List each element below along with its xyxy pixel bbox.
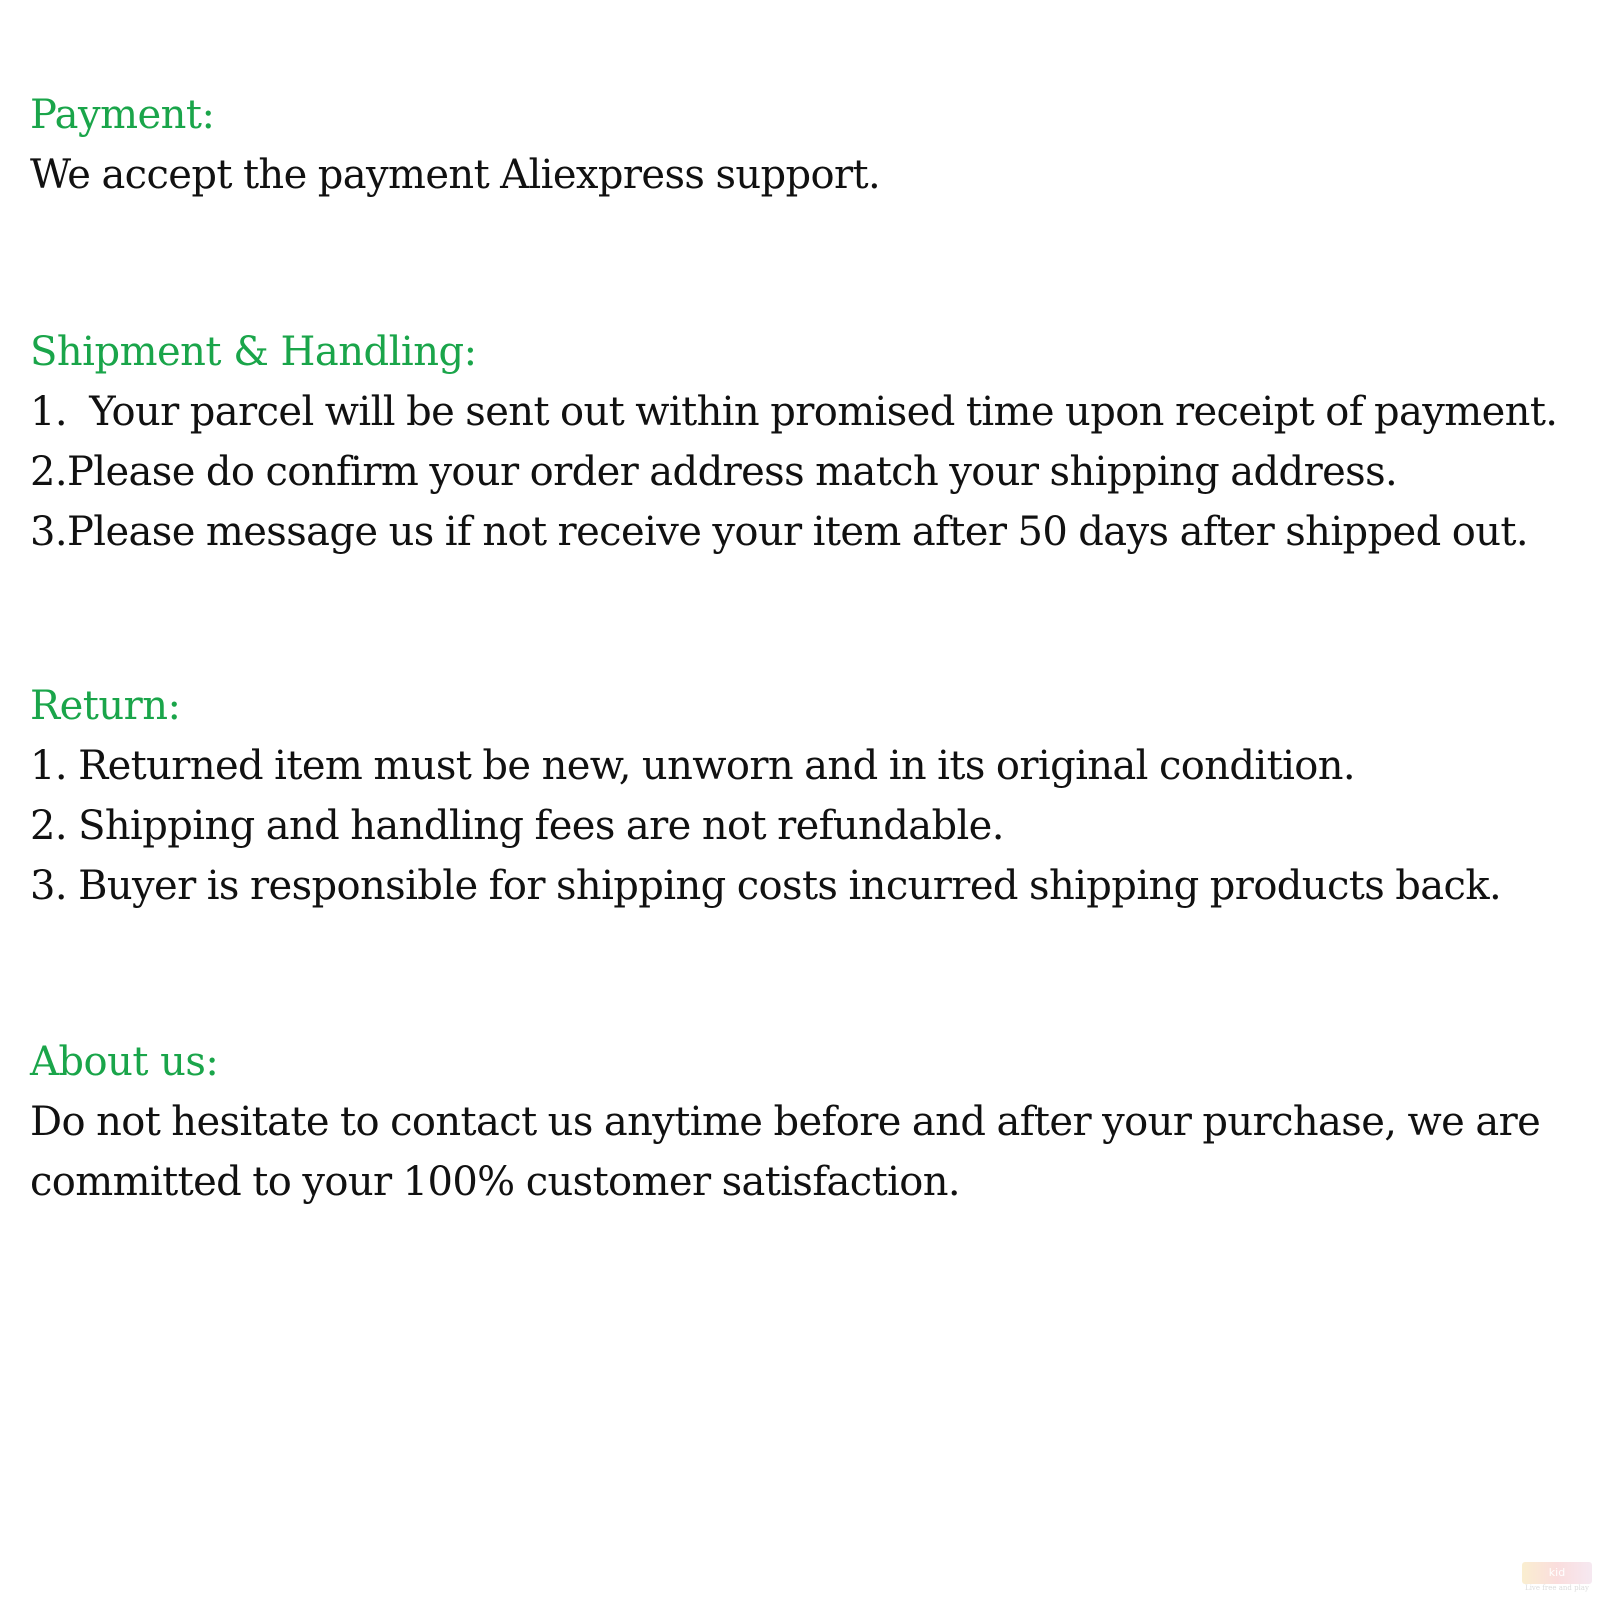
payment-line-1: We accept the payment Aliexpress support. <box>30 152 881 198</box>
about-heading: About us: <box>30 1039 219 1085</box>
about-section <box>30 1032 1595 1212</box>
shipment-line-1: 1. Your parcel will be sent out within promised time upon receipt of payment. <box>30 389 1558 435</box>
return-heading: Return: <box>30 683 181 729</box>
return-line-2: 2. Shipping and handling fees are not refundable. <box>30 803 1004 849</box>
return-line-3: 3. Buyer is responsible for shipping costs incurred shipping products back. <box>30 863 1502 909</box>
payment-section <box>30 85 1595 205</box>
return-line-1: 1. Returned item must be new, unworn and in its original condition. <box>30 743 1356 789</box>
return-section <box>30 676 1595 916</box>
payment-heading: Payment: <box>30 92 215 138</box>
shipment-heading: Shipment & Handling: <box>30 329 477 375</box>
watermark-logo <box>1522 1544 1592 1594</box>
shipment-line-3: 3.Please message us if not receive your item after 50 days after shipped out. <box>30 509 1528 555</box>
about-line-2: committed to your 100% customer satisfaction. <box>30 1159 961 1205</box>
shipment-section <box>30 322 1595 562</box>
watermark-logo-box: kid <box>1522 1562 1592 1584</box>
about-line-1: Do not hesitate to contact us anytime before and after your purchase, we are <box>30 1099 1541 1145</box>
shipment-line-2: 2.Please do confirm your order address match your shipping address. <box>30 449 1398 495</box>
watermark-tagline: Live free and play <box>1525 1584 1589 1592</box>
